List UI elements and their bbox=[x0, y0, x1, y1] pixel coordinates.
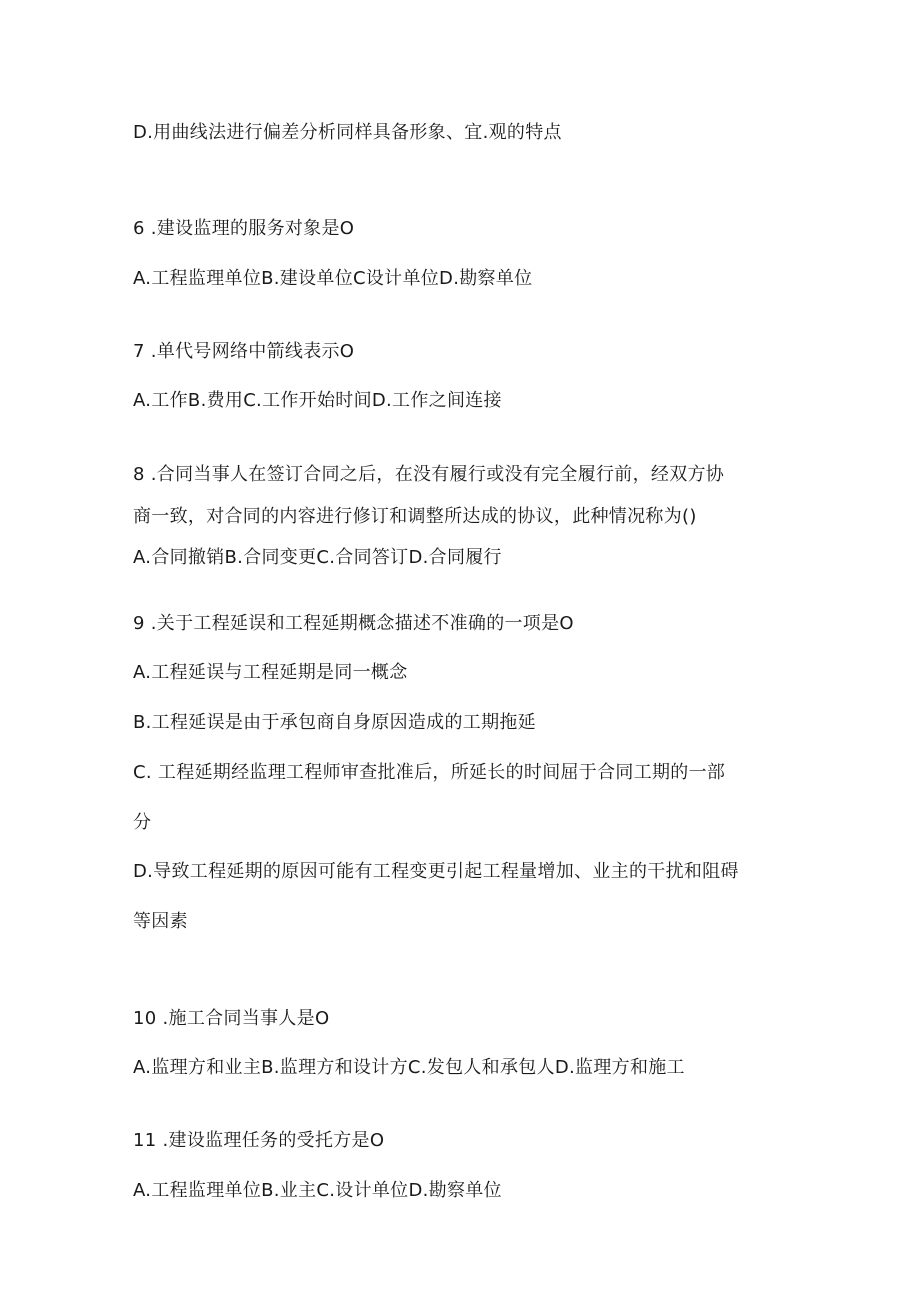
q8-question-line1: 8 .合同当事人在签订合同之后，在没有履行或没有完全履行前，经双方协 bbox=[133, 464, 725, 485]
q7-options: A.工作B.费用C.工作开始时间D.工作之间连接 bbox=[133, 390, 502, 411]
q9-option-c-line1: C. 工程延期经监理工程师审查批准后，所延长的时间屈于合同工期的一部 bbox=[133, 762, 726, 783]
q9-option-d-line2: 等因素 bbox=[133, 911, 188, 932]
q8-question-line2: 商一致，对合同的内容进行修订和调整所达成的协议，此种情况称为() bbox=[133, 506, 697, 527]
q9-option-b: B.工程延误是由于承包商自身原因造成的工期拖延 bbox=[133, 712, 536, 733]
q11-options: A.工程监理单位B.业主C.设计单位D.勘察单位 bbox=[133, 1180, 502, 1201]
q9-option-c-line2: 分 bbox=[133, 812, 152, 833]
q11-question: 11 .建设监理任务的受托方是O bbox=[133, 1130, 385, 1151]
q10-options: A.监理方和业主B.监理方和设计方C.发包人和承包人D.监理方和施工 bbox=[133, 1057, 685, 1078]
q5-option-d: D.用曲线法进行偏差分析同样具备形象、宜.观的特点 bbox=[133, 122, 562, 143]
q10-question: 10 .施工合同当事人是O bbox=[133, 1008, 330, 1029]
q6-options: A.工程监理单位B.建设单位C设计单位D.勘察单位 bbox=[133, 268, 533, 289]
q9-option-d-line1: D.导致工程延期的原因可能有工程变更引起工程量增加、业主的干扰和阻碍 bbox=[133, 861, 739, 882]
q9-question: 9 .关于工程延误和工程延期概念描述不准确的一项是O bbox=[133, 613, 574, 634]
q7-question: 7 .单代号网络中箭线表示O bbox=[133, 341, 355, 362]
q8-options: A.合同撤销B.合同变更C.合同答订D.合同履行 bbox=[133, 547, 502, 568]
q9-option-a: A.工程延误与工程延期是同一概念 bbox=[133, 662, 408, 683]
q6-question: 6 .建设监理的服务对象是O bbox=[133, 218, 355, 239]
